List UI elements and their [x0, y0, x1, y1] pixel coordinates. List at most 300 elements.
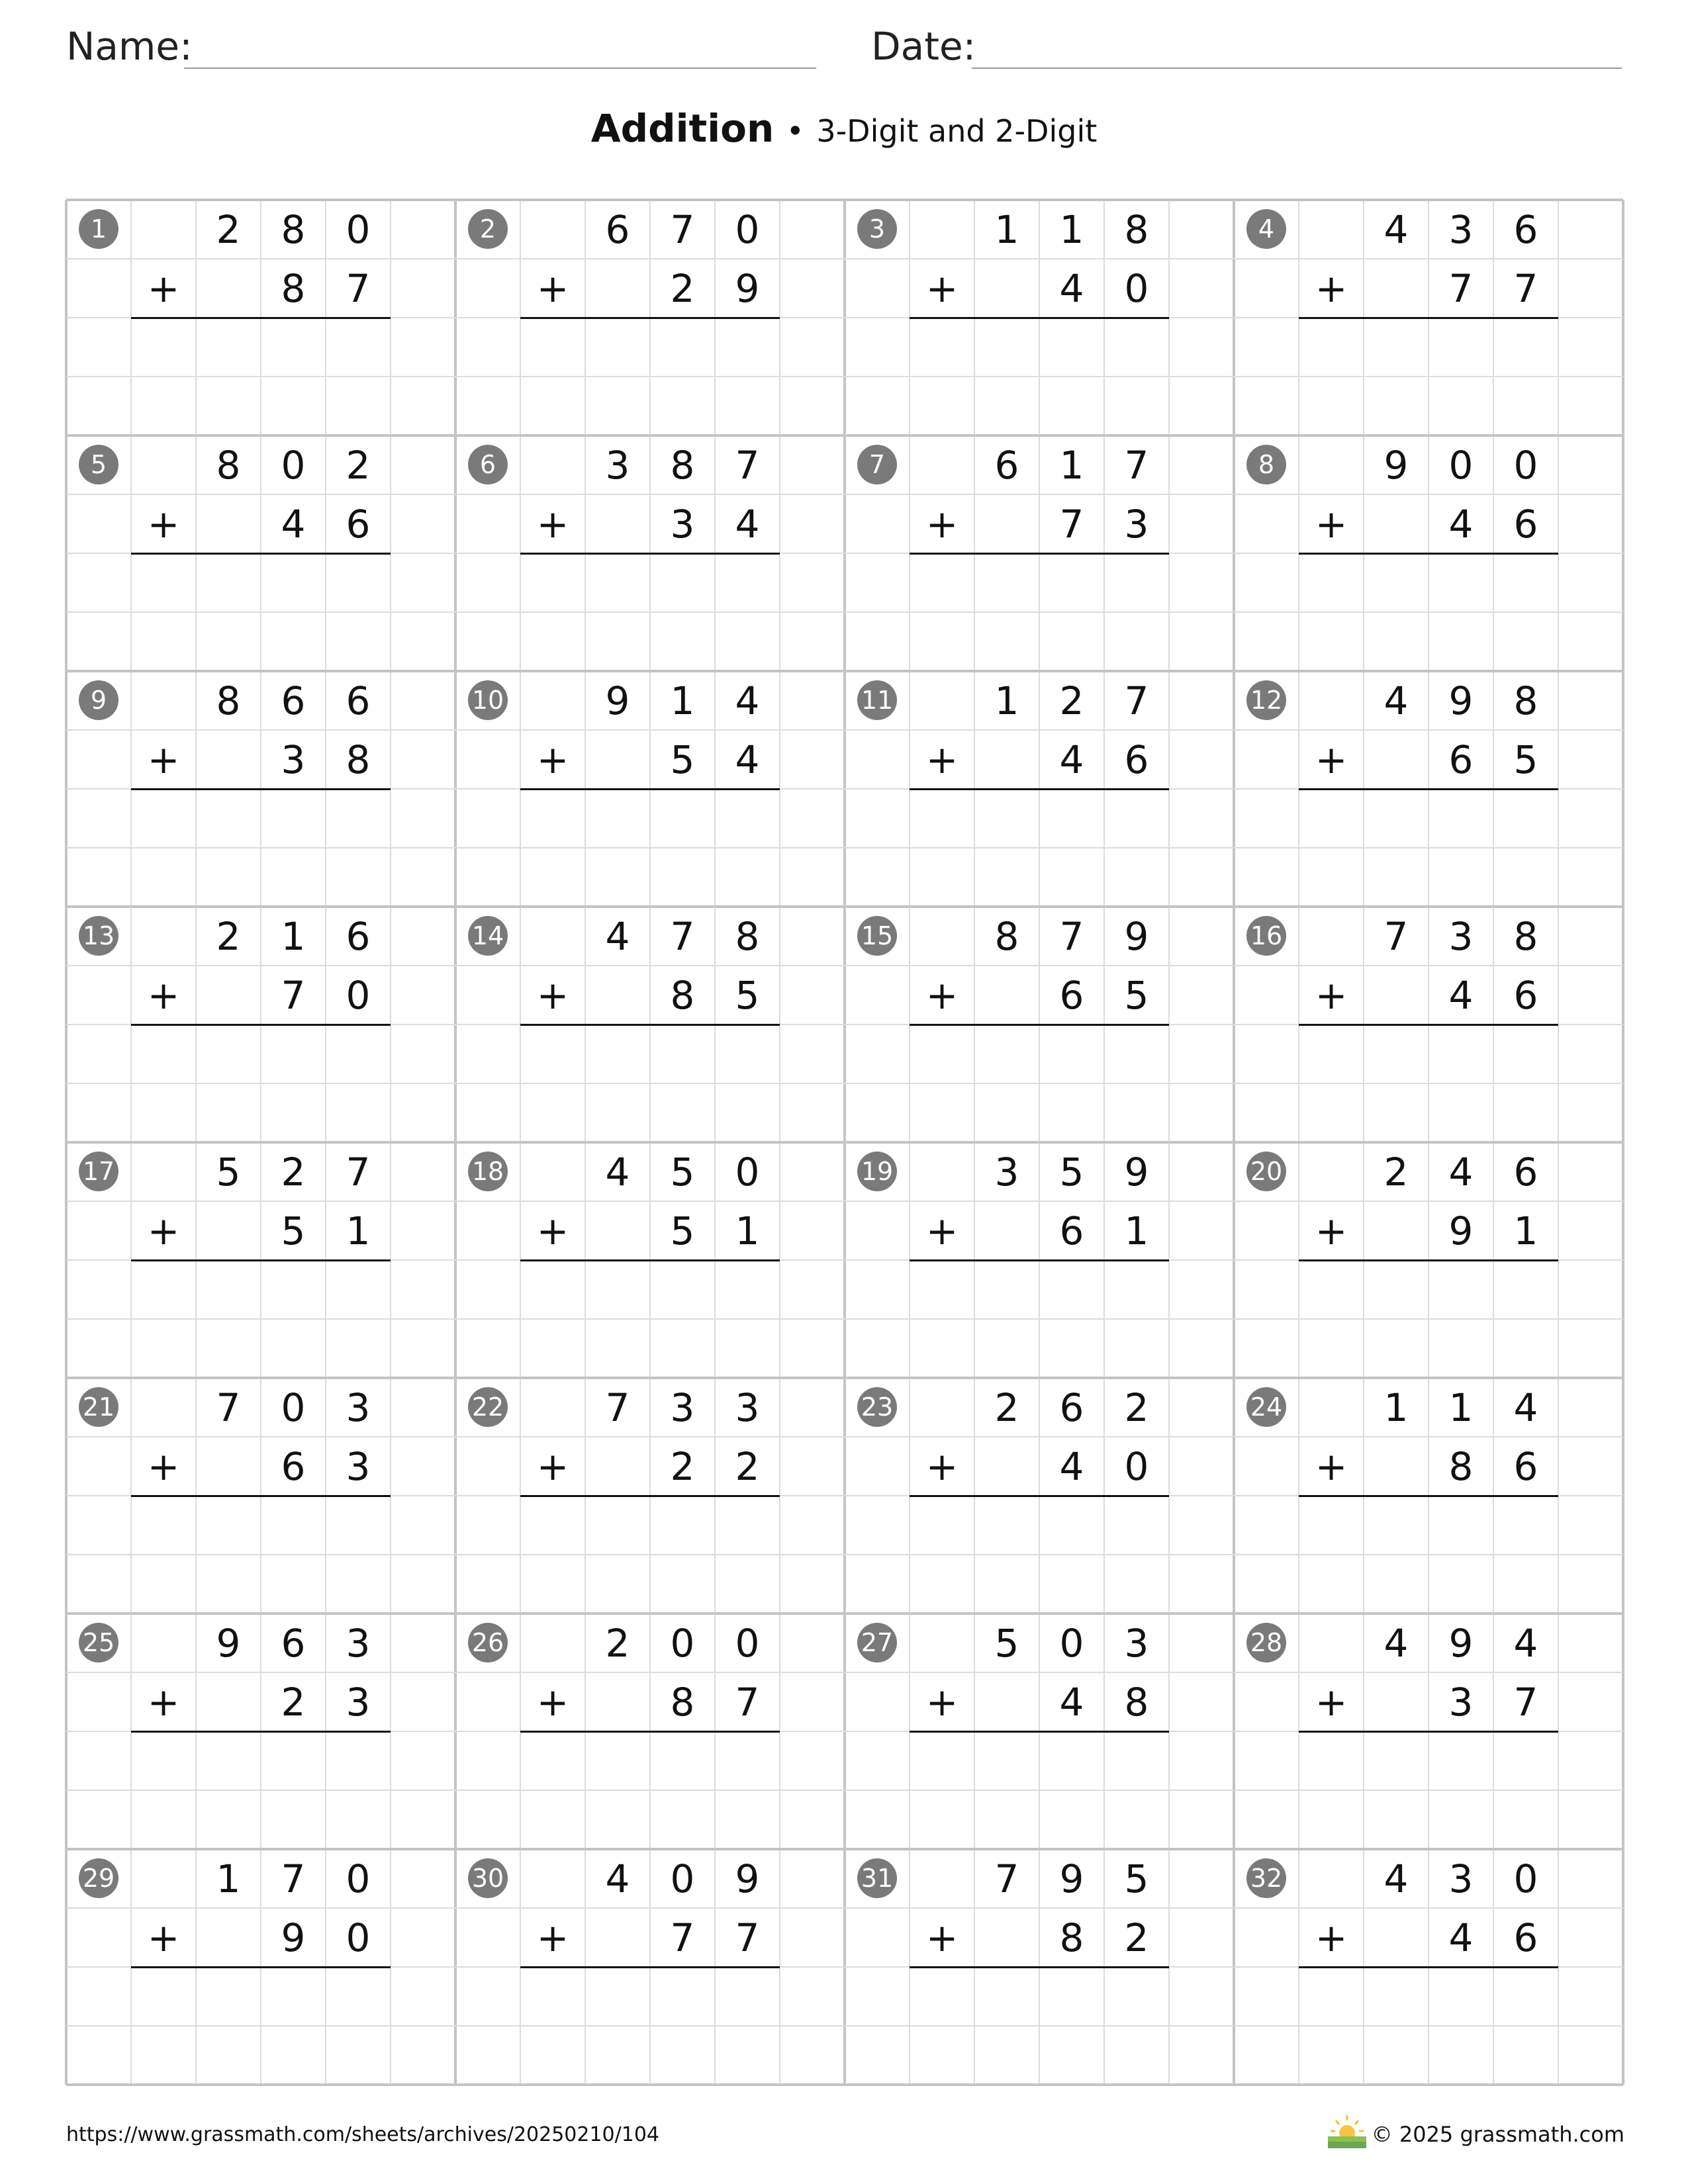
addend-top-digit: 6: [1059, 1385, 1084, 1430]
addend-top-digit: 3: [1448, 1856, 1474, 1901]
answer-cell[interactable]: [974, 1260, 1039, 1319]
title-subtitle: 3-Digit and 2-Digit: [816, 113, 1098, 149]
answer-cell[interactable]: [1493, 1967, 1558, 2026]
addend-bottom-digit: 7: [1448, 265, 1474, 311]
answer-cell[interactable]: [1493, 1496, 1558, 1555]
problem-number-badge: 7: [857, 445, 897, 484]
addend-bottom-digit: 3: [346, 1679, 371, 1725]
addend-top-digit: 9: [1124, 1149, 1149, 1195]
answer-cell[interactable]: [1429, 1967, 1493, 2026]
addend-bottom-digit: 1: [1513, 1208, 1538, 1253]
problem-number-badge: 20: [1246, 1152, 1286, 1191]
addend-top-digit: 8: [1124, 206, 1149, 252]
answer-cell[interactable]: [1429, 1496, 1493, 1555]
answer-cell[interactable]: [1429, 318, 1493, 377]
problem-number-badge: 5: [79, 445, 118, 484]
addend-bottom-digit: 2: [670, 1443, 695, 1489]
title-main: Addition: [590, 106, 774, 151]
name-label: Name:: [66, 24, 193, 69]
answer-cell[interactable]: [261, 1967, 326, 2026]
answer-cell[interactable]: [1493, 789, 1558, 848]
answer-cell[interactable]: [1493, 1731, 1558, 1790]
answer-cell[interactable]: [585, 1024, 650, 1083]
plus-sign: +: [147, 972, 180, 1018]
answer-cell[interactable]: [1039, 1260, 1104, 1319]
addend-top-digit: 4: [1448, 1149, 1474, 1195]
addend-top-digit: 8: [281, 206, 306, 252]
answer-cell[interactable]: [1039, 1967, 1104, 2026]
answer-cell[interactable]: [261, 553, 326, 612]
addend-top-digit: 5: [216, 1149, 241, 1195]
addend-top-digit: 5: [670, 1149, 695, 1195]
addend-bottom-digit: 6: [1513, 1443, 1538, 1489]
answer-cell[interactable]: [1104, 789, 1169, 848]
addend-top-digit: 3: [1448, 913, 1474, 959]
addend-bottom-digit: 0: [346, 1915, 371, 1960]
addend-top-digit: 3: [670, 1385, 695, 1430]
addend-top-digit: 8: [735, 913, 760, 959]
addend-bottom-digit: 0: [1124, 1443, 1149, 1489]
answer-cell[interactable]: [1364, 318, 1429, 377]
addend-bottom-digit: 8: [346, 737, 371, 782]
sun-over-grass-icon: [1324, 2111, 1370, 2151]
problem-number-badge: 29: [79, 1858, 118, 1898]
addend-top-digit: 4: [1383, 678, 1409, 723]
answer-cell[interactable]: [974, 1967, 1039, 2026]
answer-cell[interactable]: [520, 318, 585, 377]
answer-cell[interactable]: [1364, 553, 1429, 612]
answer-cell[interactable]: [196, 553, 261, 612]
addend-bottom-digit: 3: [670, 501, 695, 547]
answer-cell[interactable]: [974, 789, 1039, 848]
addend-bottom-digit: 9: [735, 265, 760, 311]
addend-top-digit: 6: [346, 678, 371, 723]
problem-number-badge: 30: [468, 1858, 508, 1898]
addend-top-digit: 0: [281, 1385, 306, 1430]
answer-cell[interactable]: [910, 789, 974, 848]
problem-number-badge: 27: [857, 1623, 897, 1662]
problem-number-badge: 28: [1246, 1623, 1286, 1662]
answer-cell[interactable]: [261, 789, 326, 848]
addend-top-digit: 0: [1513, 442, 1538, 488]
addend-bottom-digit: 9: [281, 1915, 306, 1960]
answer-cell[interactable]: [131, 1024, 196, 1083]
addend-bottom-digit: 4: [735, 501, 760, 547]
answer-cell[interactable]: [261, 1496, 326, 1555]
addend-top-digit: 6: [1513, 206, 1538, 252]
problem-number-badge: 9: [79, 680, 118, 720]
answer-cell[interactable]: [585, 553, 650, 612]
plus-sign: +: [925, 972, 959, 1018]
answer-cell[interactable]: [261, 1731, 326, 1790]
answer-cell[interactable]: [131, 1731, 196, 1790]
addend-top-digit: 9: [1124, 913, 1149, 959]
answer-cell[interactable]: [1104, 318, 1169, 377]
answer-cell[interactable]: [196, 318, 261, 377]
addend-top-digit: 8: [1513, 913, 1538, 959]
answer-cell[interactable]: [1364, 1496, 1429, 1555]
addend-bottom-digit: 7: [735, 1679, 760, 1725]
addend-top-digit: 8: [1513, 678, 1538, 723]
plus-sign: +: [536, 1208, 569, 1253]
answer-cell[interactable]: [1364, 1260, 1429, 1319]
answer-cell[interactable]: [1104, 1496, 1169, 1555]
answer-cell[interactable]: [131, 789, 196, 848]
answer-cell[interactable]: [1364, 1967, 1429, 2026]
addend-top-digit: 7: [605, 1385, 630, 1430]
addend-bottom-digit: 0: [346, 972, 371, 1018]
answer-cell[interactable]: [1493, 318, 1558, 377]
addend-top-digit: 1: [670, 678, 695, 723]
answer-cell[interactable]: [326, 1260, 391, 1319]
answer-cell[interactable]: [974, 1731, 1039, 1790]
addend-top-digit: 7: [1383, 913, 1409, 959]
answer-cell[interactable]: [520, 1496, 585, 1555]
date-label: Date:: [871, 24, 976, 69]
answer-cell[interactable]: [1299, 1731, 1364, 1790]
plus-sign: +: [536, 1915, 569, 1960]
addend-top-digit: 0: [735, 206, 760, 252]
answer-cell[interactable]: [650, 553, 715, 612]
addend-top-digit: 2: [1059, 678, 1084, 723]
addend-top-digit: 1: [1383, 1385, 1409, 1430]
addend-bottom-digit: 2: [281, 1679, 306, 1725]
answer-cell[interactable]: [326, 553, 391, 612]
problem-number-badge: 2: [468, 209, 508, 249]
answer-cell[interactable]: [131, 553, 196, 612]
addend-top-digit: 0: [346, 206, 371, 252]
plus-sign: +: [147, 737, 180, 782]
addend-bottom-digit: 6: [1448, 737, 1474, 782]
addend-top-digit: 0: [735, 1620, 760, 1666]
addend-top-digit: 4: [1513, 1620, 1538, 1666]
addend-top-digit: 6: [346, 913, 371, 959]
answer-cell[interactable]: [585, 1496, 650, 1555]
answer-cell[interactable]: [1039, 1496, 1104, 1555]
addend-top-digit: 6: [281, 1620, 306, 1666]
addend-top-digit: 2: [994, 1385, 1019, 1430]
addend-top-digit: 7: [346, 1149, 371, 1195]
answer-cell[interactable]: [715, 318, 780, 377]
addend-top-digit: 4: [605, 913, 630, 959]
answer-cell[interactable]: [326, 1024, 391, 1083]
answer-cell[interactable]: [520, 1731, 585, 1790]
addend-bottom-digit: 7: [281, 972, 306, 1018]
answer-cell[interactable]: [715, 1731, 780, 1790]
plus-sign: +: [536, 972, 569, 1018]
addend-top-digit: 5: [1124, 1856, 1149, 1901]
plus-sign: +: [536, 1679, 569, 1725]
answer-cell[interactable]: [1299, 318, 1364, 377]
addend-top-digit: 7: [281, 1856, 306, 1901]
addend-bottom-digit: 4: [1059, 1679, 1084, 1725]
answer-cell[interactable]: [1493, 553, 1558, 612]
addend-top-digit: 0: [735, 1149, 760, 1195]
answer-cell[interactable]: [1039, 1024, 1104, 1083]
plus-sign: +: [1315, 737, 1348, 782]
addend-bottom-digit: 7: [1513, 1679, 1538, 1725]
answer-cell[interactable]: [585, 1260, 650, 1319]
addend-top-digit: 6: [994, 442, 1019, 488]
answer-cell[interactable]: [974, 553, 1039, 612]
addend-bottom-digit: 7: [346, 265, 371, 311]
addend-bottom-digit: 4: [1059, 737, 1084, 782]
answer-cell[interactable]: [196, 1496, 261, 1555]
problem-number-badge: 6: [468, 445, 508, 484]
addend-bottom-digit: 8: [1059, 1915, 1084, 1960]
answer-cell[interactable]: [326, 1967, 391, 2026]
addend-bottom-digit: 8: [1448, 1443, 1474, 1489]
answer-cell[interactable]: [520, 1260, 585, 1319]
answer-cell[interactable]: [1429, 553, 1493, 612]
addend-bottom-digit: 4: [281, 501, 306, 547]
addend-top-digit: 1: [994, 206, 1019, 252]
answer-cell[interactable]: [585, 318, 650, 377]
problem-number-badge: 23: [857, 1387, 897, 1427]
addend-top-digit: 8: [216, 678, 241, 723]
answer-cell[interactable]: [715, 1967, 780, 2026]
answer-cell[interactable]: [1039, 318, 1104, 377]
answer-cell[interactable]: [910, 1967, 974, 2026]
answer-cell[interactable]: [650, 318, 715, 377]
answer-cell[interactable]: [196, 1967, 261, 2026]
answer-cell[interactable]: [650, 1260, 715, 1319]
answer-cell[interactable]: [650, 1967, 715, 2026]
answer-cell[interactable]: [326, 1496, 391, 1555]
answer-cell[interactable]: [261, 1024, 326, 1083]
answer-cell[interactable]: [974, 318, 1039, 377]
addend-bottom-digit: 9: [1448, 1208, 1474, 1253]
answer-cell[interactable]: [1493, 1260, 1558, 1319]
problem-number-badge: 13: [79, 916, 118, 956]
answer-cell[interactable]: [131, 1260, 196, 1319]
addend-bottom-digit: 6: [1059, 1208, 1084, 1253]
answer-cell[interactable]: [1429, 1024, 1493, 1083]
addend-top-digit: 6: [605, 206, 630, 252]
addend-top-digit: 1: [1059, 206, 1084, 252]
answer-cell[interactable]: [326, 1731, 391, 1790]
answer-cell[interactable]: [585, 1967, 650, 2026]
answer-cell[interactable]: [650, 789, 715, 848]
addend-bottom-digit: 6: [1124, 737, 1149, 782]
addend-bottom-digit: 0: [1124, 265, 1149, 311]
answer-cell[interactable]: [1364, 1731, 1429, 1790]
answer-cell[interactable]: [326, 789, 391, 848]
addend-top-digit: 8: [994, 913, 1019, 959]
answer-cell[interactable]: [910, 1496, 974, 1555]
addend-top-digit: 0: [670, 1620, 695, 1666]
addend-top-digit: 6: [281, 678, 306, 723]
addend-bottom-digit: 7: [670, 1915, 695, 1960]
answer-cell[interactable]: [520, 1967, 585, 2026]
addend-top-digit: 9: [1448, 1620, 1474, 1666]
addend-top-digit: 7: [216, 1385, 241, 1430]
answer-cell[interactable]: [520, 1024, 585, 1083]
addend-top-digit: 0: [670, 1856, 695, 1901]
plus-sign: +: [147, 265, 180, 311]
problem-number-badge: 12: [1246, 680, 1286, 720]
addend-top-digit: 8: [670, 442, 695, 488]
plus-sign: +: [1315, 1679, 1348, 1725]
answer-cell[interactable]: [1104, 1260, 1169, 1319]
answer-cell[interactable]: [261, 1260, 326, 1319]
addend-bottom-digit: 3: [346, 1443, 371, 1489]
answer-cell[interactable]: [650, 1024, 715, 1083]
answer-cell[interactable]: [131, 318, 196, 377]
addend-top-digit: 9: [735, 1856, 760, 1901]
addend-bottom-digit: 5: [1124, 972, 1149, 1018]
answer-cell[interactable]: [715, 1260, 780, 1319]
plus-sign: +: [1315, 972, 1348, 1018]
problem-number-badge: 15: [857, 916, 897, 956]
answer-cell[interactable]: [1429, 1260, 1493, 1319]
answer-cell[interactable]: [196, 789, 261, 848]
addend-top-digit: 0: [1059, 1620, 1084, 1666]
answer-cell[interactable]: [1299, 1260, 1364, 1319]
problem-number-badge: 26: [468, 1623, 508, 1662]
answer-cell[interactable]: [974, 1024, 1039, 1083]
answer-cell[interactable]: [715, 789, 780, 848]
addend-bottom-digit: 6: [1059, 972, 1084, 1018]
problem-number-badge: 4: [1246, 209, 1286, 249]
answer-cell[interactable]: [585, 1731, 650, 1790]
answer-cell[interactable]: [585, 789, 650, 848]
answer-cell[interactable]: [131, 1496, 196, 1555]
answer-cell[interactable]: [910, 318, 974, 377]
addend-bottom-digit: 3: [281, 737, 306, 782]
answer-cell[interactable]: [196, 1731, 261, 1790]
answer-cell[interactable]: [326, 318, 391, 377]
problem-number-badge: 18: [468, 1152, 508, 1191]
answer-cell[interactable]: [1364, 1024, 1429, 1083]
answer-cell[interactable]: [1299, 553, 1364, 612]
addend-bottom-digit: 4: [1059, 265, 1084, 311]
addend-bottom-digit: 4: [1448, 1915, 1474, 1960]
addend-top-digit: 9: [1059, 1856, 1084, 1901]
answer-cell[interactable]: [1039, 1731, 1104, 1790]
answer-cell[interactable]: [1299, 789, 1364, 848]
problem-number-badge: 1: [79, 209, 118, 249]
answer-cell[interactable]: [1299, 1496, 1364, 1555]
problem-number-badge: 32: [1246, 1858, 1286, 1898]
addend-top-digit: 1: [994, 678, 1019, 723]
addend-bottom-digit: 7: [1059, 501, 1084, 547]
problem-number-badge: 31: [857, 1858, 897, 1898]
problem-number-badge: 11: [857, 680, 897, 720]
addend-top-digit: 3: [605, 442, 630, 488]
answer-cell[interactable]: [1039, 789, 1104, 848]
addend-top-digit: 3: [1448, 206, 1474, 252]
addend-top-digit: 2: [605, 1620, 630, 1666]
answer-cell[interactable]: [974, 1496, 1039, 1555]
answer-cell[interactable]: [1429, 1731, 1493, 1790]
addend-bottom-digit: 8: [670, 1679, 695, 1725]
addend-bottom-digit: 2: [735, 1443, 760, 1489]
addend-top-digit: 7: [1059, 913, 1084, 959]
addend-bottom-digit: 1: [346, 1208, 371, 1253]
answer-cell[interactable]: [520, 789, 585, 848]
addend-bottom-digit: 7: [1513, 265, 1538, 311]
answer-cell[interactable]: [261, 318, 326, 377]
answer-cell[interactable]: [1104, 1967, 1169, 2026]
answer-cell[interactable]: [196, 1024, 261, 1083]
addend-bottom-digit: 4: [1448, 972, 1474, 1018]
addend-top-digit: 0: [346, 1856, 371, 1901]
answer-cell[interactable]: [1039, 553, 1104, 612]
plus-sign: +: [925, 501, 959, 547]
answer-cell[interactable]: [910, 553, 974, 612]
answer-cell[interactable]: [1104, 1024, 1169, 1083]
addend-bottom-digit: 6: [1513, 501, 1538, 547]
answer-cell[interactable]: [1493, 1024, 1558, 1083]
plus-sign: +: [536, 501, 569, 547]
answer-cell[interactable]: [650, 1731, 715, 1790]
answer-cell[interactable]: [715, 553, 780, 612]
answer-cell[interactable]: [131, 1967, 196, 2026]
addend-bottom-digit: 2: [670, 265, 695, 311]
addend-top-digit: 3: [1124, 1620, 1149, 1666]
answer-cell[interactable]: [910, 1731, 974, 1790]
plus-sign: +: [536, 1443, 569, 1489]
footer-url: https://www.grassmath.com/sheets/archives/20250210/104: [66, 2123, 660, 2146]
addend-bottom-digit: 3: [1448, 1679, 1474, 1725]
plus-sign: +: [1315, 1443, 1348, 1489]
addend-bottom-digit: 6: [346, 501, 371, 547]
addend-top-digit: 3: [346, 1385, 371, 1430]
addend-top-digit: 5: [994, 1620, 1019, 1666]
addend-bottom-digit: 6: [1513, 972, 1538, 1018]
plus-sign: +: [1315, 1208, 1348, 1253]
answer-cell[interactable]: [650, 1496, 715, 1555]
addend-top-digit: 1: [216, 1856, 241, 1901]
addend-bottom-digit: 4: [1448, 501, 1474, 547]
answer-cell[interactable]: [1104, 553, 1169, 612]
addend-top-digit: 3: [735, 1385, 760, 1430]
answer-cell[interactable]: [1104, 1731, 1169, 1790]
addend-bottom-digit: 6: [1513, 1915, 1538, 1960]
addend-top-digit: 7: [670, 206, 695, 252]
addend-top-digit: 1: [1059, 442, 1084, 488]
answer-cell[interactable]: [1364, 789, 1429, 848]
addend-bottom-digit: 5: [735, 972, 760, 1018]
plus-sign: +: [147, 1208, 180, 1253]
plus-sign: +: [536, 265, 569, 311]
answer-cell[interactable]: [715, 1024, 780, 1083]
answer-cell[interactable]: [910, 1024, 974, 1083]
answer-cell[interactable]: [910, 1260, 974, 1319]
answer-cell[interactable]: [1429, 789, 1493, 848]
addend-bottom-digit: 5: [670, 737, 695, 782]
answer-cell[interactable]: [1299, 1967, 1364, 2026]
plus-sign: +: [147, 1443, 180, 1489]
plus-sign: +: [925, 1208, 959, 1253]
plus-sign: +: [1315, 501, 1348, 547]
addend-top-digit: 7: [1124, 442, 1149, 488]
addend-bottom-digit: 7: [735, 1915, 760, 1960]
answer-cell[interactable]: [196, 1260, 261, 1319]
answer-cell[interactable]: [715, 1496, 780, 1555]
addend-top-digit: 0: [281, 442, 306, 488]
addend-bottom-digit: 8: [1124, 1679, 1149, 1725]
plus-sign: +: [147, 1915, 180, 1960]
addend-bottom-digit: 4: [735, 737, 760, 782]
answer-cell[interactable]: [1299, 1024, 1364, 1083]
addend-bottom-digit: 2: [1124, 1915, 1149, 1960]
addend-bottom-digit: 5: [1513, 737, 1538, 782]
addend-bottom-digit: 4: [1059, 1443, 1084, 1489]
answer-cell[interactable]: [520, 553, 585, 612]
addend-bottom-digit: 6: [281, 1443, 306, 1489]
